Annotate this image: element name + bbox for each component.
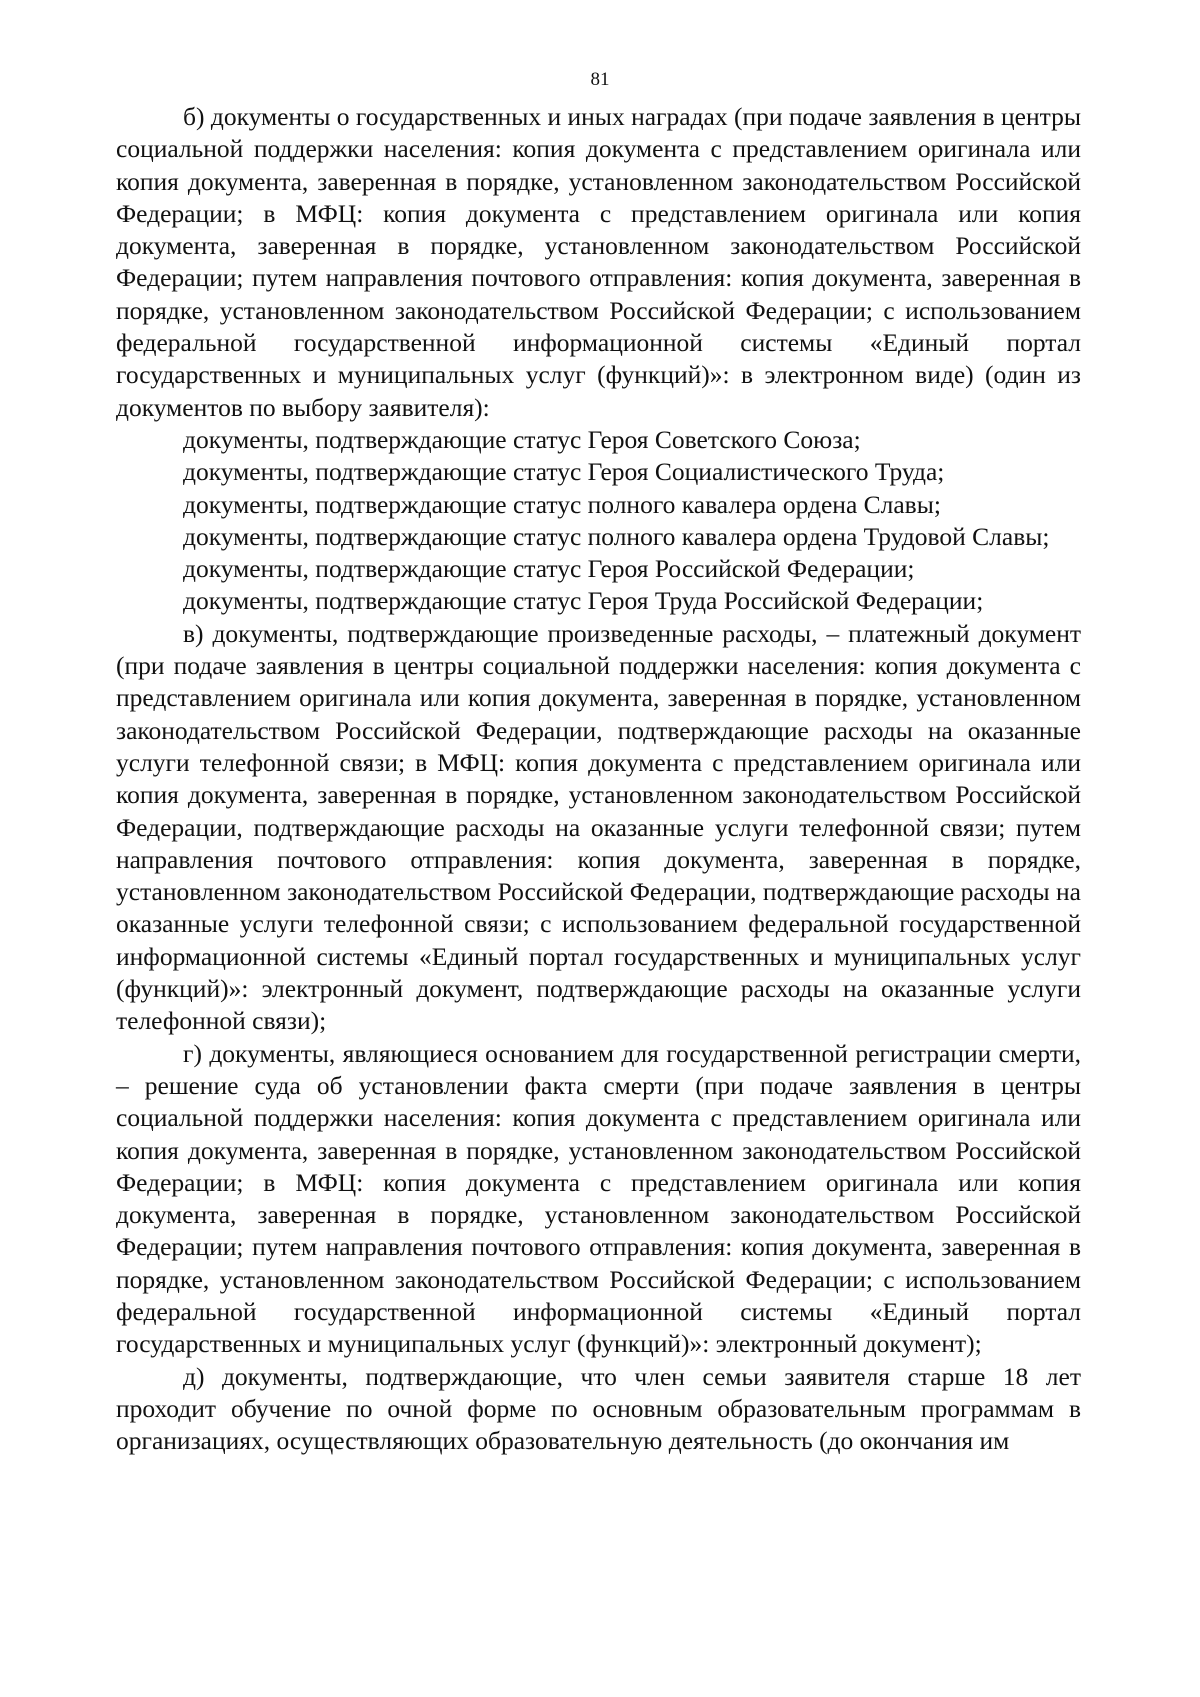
list-item-hero-soviet-union: документы, подтверждающие статус Героя Советского Союза;: [183, 424, 861, 454]
paragraph-v-expenses: в) документы, подтверждающие произведенные расходы, – платежный документ (при подаче заявления в центры социальной поддержки населения: копия документа с представлением оригинала или копия документа, заверенная в порядке, установленном законодательством Российской Федерации, подтверждающие расходы на оказанные услуги телефонной связи; в МФЦ: копия документа с представлением оригинала или копия документа, заверенная в порядке, установленном законодательством Российской Федерации, подтверждающие расходы на оказанные услуги телефонной связи; путем направления почтового отправления: копия документа, заверенная в порядке, установленном законодательством Российской Федерации, подтверждающие расходы на оказанные услуги телефонной связи; с использованием федеральной государственной информационной системы «Единый портал государственных и муниципальных услуг (функций)»: электронный документ, подтверждающие расходы на оказанные услуги телефонной связи);: [116, 618, 1081, 1036]
list-item-hero-of-labour-rf: документы, подтверждающие статус Героя Труда Российской Федерации;: [183, 586, 984, 616]
paragraph-d-education: д) документы, подтверждающие, что член семьи заявителя старше 18 лет проходит обучение по очной форме по основным образовательным программам в организациях, осуществляющих образовательную деятельность (до окончания им: [116, 1361, 1081, 1456]
list-item-hero-russian-federation: документы, подтверждающие статус Героя Российской Федерации;: [183, 554, 915, 584]
paragraph-b-state-awards: б) документы о государственных и иных наградах (при подаче заявления в центры социальной поддержки населения: копия документа с представлением оригинала или копия документа, заверенная в порядке, установленном законодательством Российской Федерации; в МФЦ: копия документа с представлением оригинала или копия документа, заверенная в порядке, установленном законодательством Российской Федерации; путем направления почтового отправления: копия документа, заверенная в порядке, установленном законодательством Российской Федерации; с использованием федеральной государственной информационной системы «Единый портал государственных и муниципальных услуг (функций)»: в электронном виде) (один из документов по выбору заявителя):: [116, 102, 1081, 422]
document-body: [116, 101, 1081, 1457]
paragraph-g-death-registration: г) документы, являющиеся основанием для государственной регистрации смерти, – решение суда об установлении факта смерти (при подаче заявления в центры социальной поддержки населения: копия документа с представлением оригинала или копия документа, заверенная в порядке, установленном законодательством Российской Федерации; в МФЦ: копия документа с представлением оригинала или копия документа, заверенная в порядке, установленном законодательством Российской Федерации; путем направления почтового отправления: копия документа, заверенная в порядке, установленном законодательством Российской Федерации; с использованием федеральной государственной информационной системы «Единый портал государственных и муниципальных услуг (функций)»: электронный документ);: [116, 1038, 1081, 1359]
page-number: 81: [590, 69, 610, 90]
list-item-order-of-labour-glory: документы, подтверждающие статус полного кавалера ордена Трудовой Славы;: [183, 521, 1050, 551]
list-item-hero-socialist-labour: документы, подтверждающие статус Героя Социалистического Труда;: [183, 457, 945, 487]
list-item-order-of-glory: документы, подтверждающие статус полного кавалера ордена Славы;: [183, 489, 941, 519]
